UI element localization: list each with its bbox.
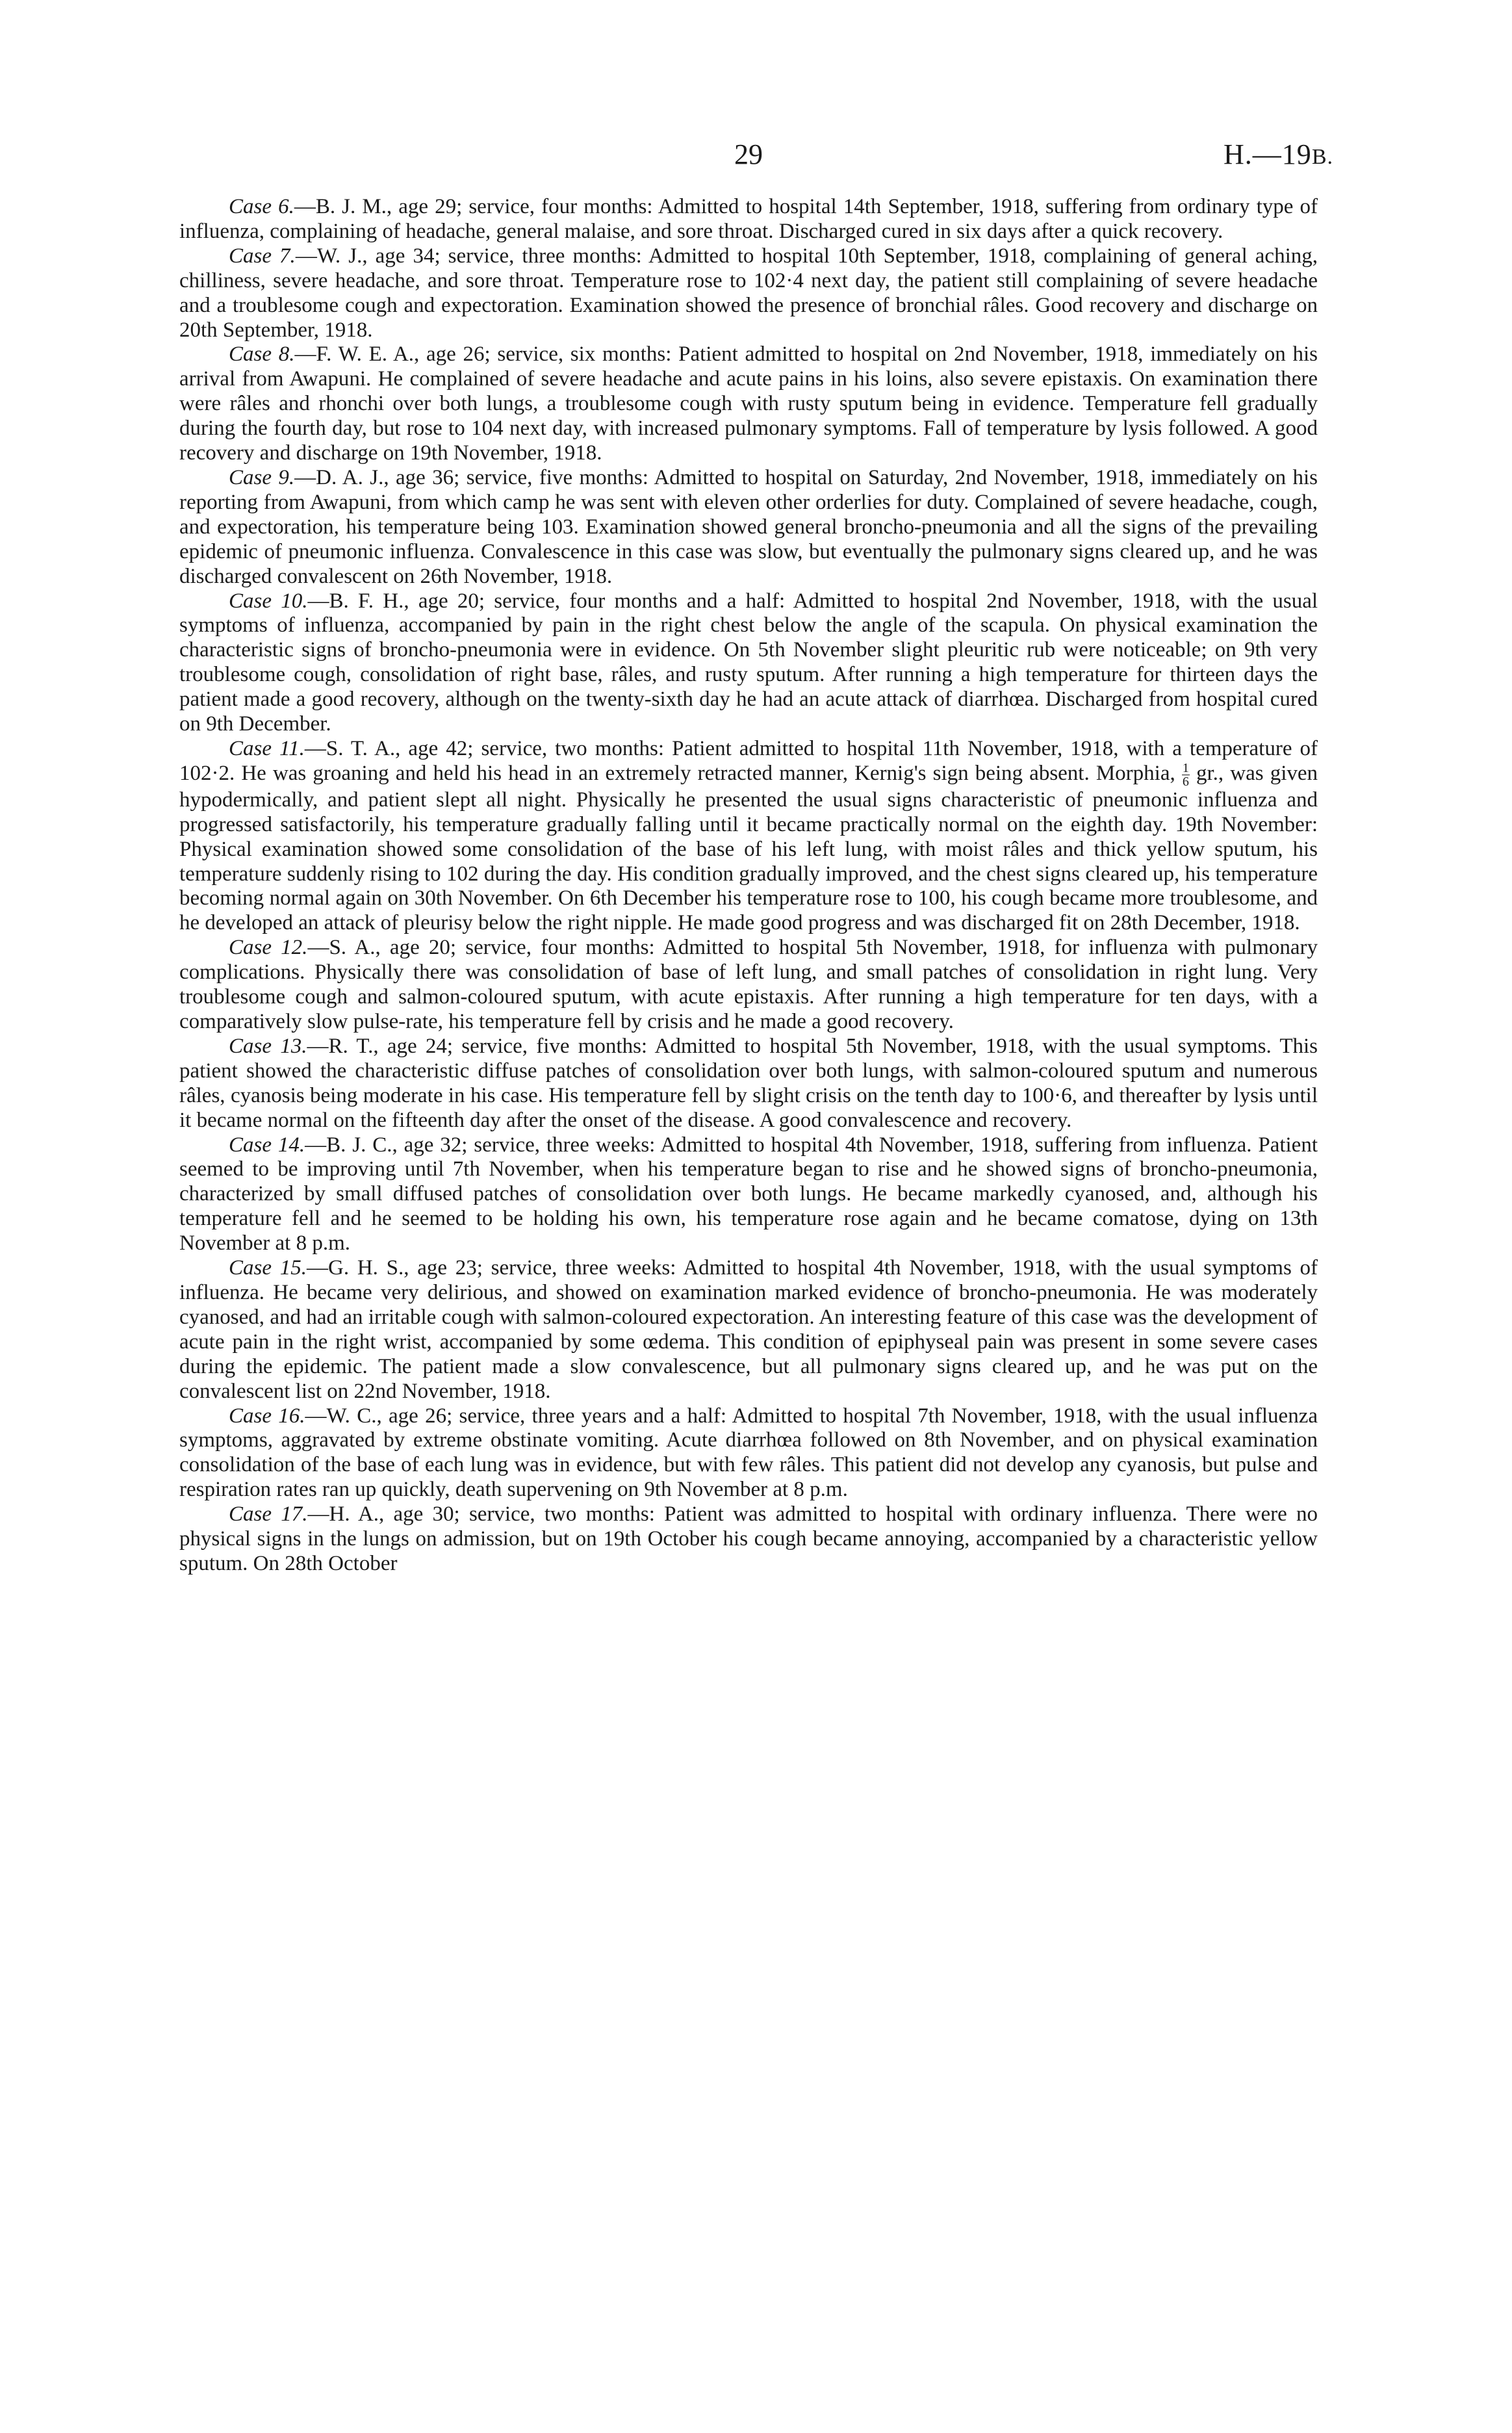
case-label: Case 15.: [229, 1256, 307, 1280]
case-text: —F. W. E. A., age 26; service, six months: Patient admitted to hospital on 2nd November, 1918, immediately on his arrival from Awapuni. He complained of severe headache and acute pains in his loins, also severe epistaxis. On examination there were râles and rhonchi over both lungs, a troublesome cough with rusty sputum being in evidence. Temperature fell gradually during the fourth day, but rose to 104 next day, with increased pulmonary symptoms. Fall of temperature by lysis followed. A good recovery and discharge on 19th November, 1918.: [179, 342, 1318, 465]
case-text: —B. F. H., age 20; service, four months and a half: Admitted to hospital 2nd November, 1918, with the usual symptoms of influenza, accompanied by pain in the right chest below the angle of the scapula. On physical examination the characteristic signs of broncho-pneumonia were in evidence. On 5th November slight pleuritic rub were noticeable; on 9th very troublesome cough, consolidation of right base, râles, and rusty sputum. After running a high temperature for thirteen days the patient made a good recovery, although on the twenty-sixth day he had an acute attack of diarrhœa. Discharged from hospital cured on 9th December.: [179, 589, 1318, 736]
case-label: Case 7.: [229, 244, 296, 268]
case-label: Case 6.: [229, 195, 294, 218]
case-label: Case 16.: [229, 1404, 305, 1428]
case-label: Case 10.: [229, 589, 308, 613]
case-paragraph: [179, 936, 1318, 1035]
case-paragraph: [179, 466, 1318, 589]
case-text: —B. J. M., age 29; service, four months: Admitted to hospital 14th September, 1918, suffering from ordinary type of influenza, complaining of headache, general malaise, and sore throat. Discharged cured in six days after a quick recovery.: [179, 195, 1318, 243]
case-text: —R. T., age 24; service, five months: Admitted to hospital 5th November, 1918, with the usual symptoms. This patient showed the characteristic diffuse patches of consolidation over both lungs, with salmon-coloured sputum and numerous râles, cyanosis being moderate in his case. His temperature fell by slight crisis on the tenth day to 100·6, and thereafter by lysis until it became normal on the fifteenth day after the onset of the disease. A good convalescence and recovery.: [179, 1034, 1318, 1132]
case-paragraph: [179, 1404, 1318, 1503]
case-paragraph: [179, 737, 1318, 936]
case-label: Case 12.: [229, 936, 308, 960]
case-text: —S. A., age 20; service, four months: Admitted to hospital 5th November, 1918, for influenza with pulmonary complications. Physically there was consolidation of base of left lung, and small patches of consolidation in right lung. Very troublesome cough and salmon-coloured sputum, with acute epistaxis. After running a high temperature for ten days, with a comparatively slow pulse-rate, his temperature fell by crisis and he made a good recovery.: [179, 936, 1318, 1033]
case-paragraph: [179, 1256, 1318, 1404]
case-label: Case 13.: [229, 1034, 307, 1058]
case-text: —H. A., age 30; service, two months: Patient was admitted to hospital with ordinary influenza. There were no physical signs in the lungs on admission, but on 19th October his cough became annoying, accompanied by a characteristic yellow sputum. On 28th October: [179, 1502, 1318, 1575]
case-label: Case 11.: [229, 736, 305, 760]
page-number: 29: [734, 138, 763, 170]
case-paragraph: [179, 244, 1318, 343]
case-label: Case 8.: [229, 342, 295, 367]
case-text: —B. J. C., age 32; service, three weeks: Admitted to hospital 4th November, 1918, suffering from influenza. Patient seemed to be improving until 7th November, when his temperature began to rise and he showed signs of broncho-pneumonia, characterized by small diffused patches of consolidation over both lungs. He became markedly cyanosed, and, although his temperature fell and he seemed to be holding his own, his temperature rose again and he became comatose, dying on 13th November at 8 p.m.: [179, 1133, 1318, 1255]
case-paragraph: [179, 1502, 1318, 1577]
case-text: —S. T. A., age 42; service, two months: Patient admitted to hospital 11th November, 1918, with a temperature of 102·2. He was groaning and held his head in an extremely retracted manner, Kernig's sign being absent. Morphia,: [179, 736, 1318, 785]
case-label: Case 9.: [229, 465, 295, 489]
case-paragraph: [179, 589, 1318, 737]
document-reference-main: H.—19: [1224, 138, 1312, 170]
case-reports: [179, 195, 1318, 1577]
document-reference: [1224, 138, 1333, 171]
case-text: —W. C., age 26; service, three years and a half: Admitted to hospital 7th November, 1918, with the usual influenza symptoms, aggravated by extreme obstinate vomiting. Acute diarrhœa followed on 8th November, and on physical examination consolidation of the base of each lung was in evidence, but with few râles. This patient did not develop any cyanosis, but pulse and respiration rates ran up quickly, death supervening on 9th November at 8 p.m.: [179, 1404, 1318, 1502]
case-label: Case 17.: [229, 1502, 308, 1526]
case-text: —D. A. J., age 36; service, five months: Admitted to hospital on Saturday, 2nd November, 1918, immediately on his reporting from Awapuni, from which camp he was sent with eleven other orderlies for duty. Complained of severe headache, cough, and expectoration, his temperature being 103. Examination showed general broncho-pneumonia and all the signs of the prevailing epidemic of pneumonic influenza. Convalescence in this case was slow, but eventually the pulmonary signs cleared up, and he was discharged convalescent on 26th November, 1918.: [179, 465, 1318, 588]
document-reference-suffix: B.: [1311, 145, 1333, 169]
page-header: [0, 138, 1512, 177]
case-text: —G. H. S., age 23; service, three weeks: Admitted to hospital 4th November, 1918, with the usual symptoms of influenza. He became very delirious, and showed on examination marked evidence of broncho-pneumonia. He was moderately cyanosed, and had an irritable cough with salmon-coloured expectoration. An interesting feature of this case was the development of acute pain in the right wrist, accompanied by some œdema. This condition of epiphyseal pain was present in some severe cases during the epidemic. The patient made a slow convalescence, but all pulmonary signs cleared up, and he was put on the convalescent list on 22nd November, 1918.: [179, 1256, 1318, 1403]
case-text: —W. J., age 34; service, three months: Admitted to hospital 10th September, 1918, complaining of general aching, chilliness, severe headache, and sore throat. Temperature rose to 102·4 next day, the patient still complaining of severe headache and a troublesome cough and expectoration. Examination showed the presence of bronchial râles. Good recovery and discharge on 20th September, 1918.: [179, 244, 1318, 342]
case-paragraph: [179, 1133, 1318, 1257]
fraction-numerator: 1: [1182, 760, 1189, 775]
case-label: Case 14.: [229, 1133, 305, 1157]
case-paragraph: [179, 195, 1318, 244]
case-paragraph: [179, 1035, 1318, 1133]
case-text: gr., was given hypodermically, and patient slept all night. Physically he presented the usual signs characteristic of pneumonic influenza and progressed satisfactorily, his temperature gradually falling until it became practically normal on the eighth day. 19th November: Physical examination showed some consolidation of the base of his left lung, with moist râles and thick yellow sputum, his temperature suddenly rising to 102 during the day. His condition gradually improved, and the chest signs cleared up, his temperature becoming normal again on 30th November. On 6th December his temperature rose to 100, his cough became more troublesome, and he developed an attack of pleurisy below the right nipple. He made good progress and was discharged fit on 28th December, 1918.: [179, 761, 1318, 935]
dose-fraction: [1182, 762, 1190, 788]
fraction-denominator: 6: [1182, 774, 1189, 789]
case-paragraph: [179, 342, 1318, 466]
